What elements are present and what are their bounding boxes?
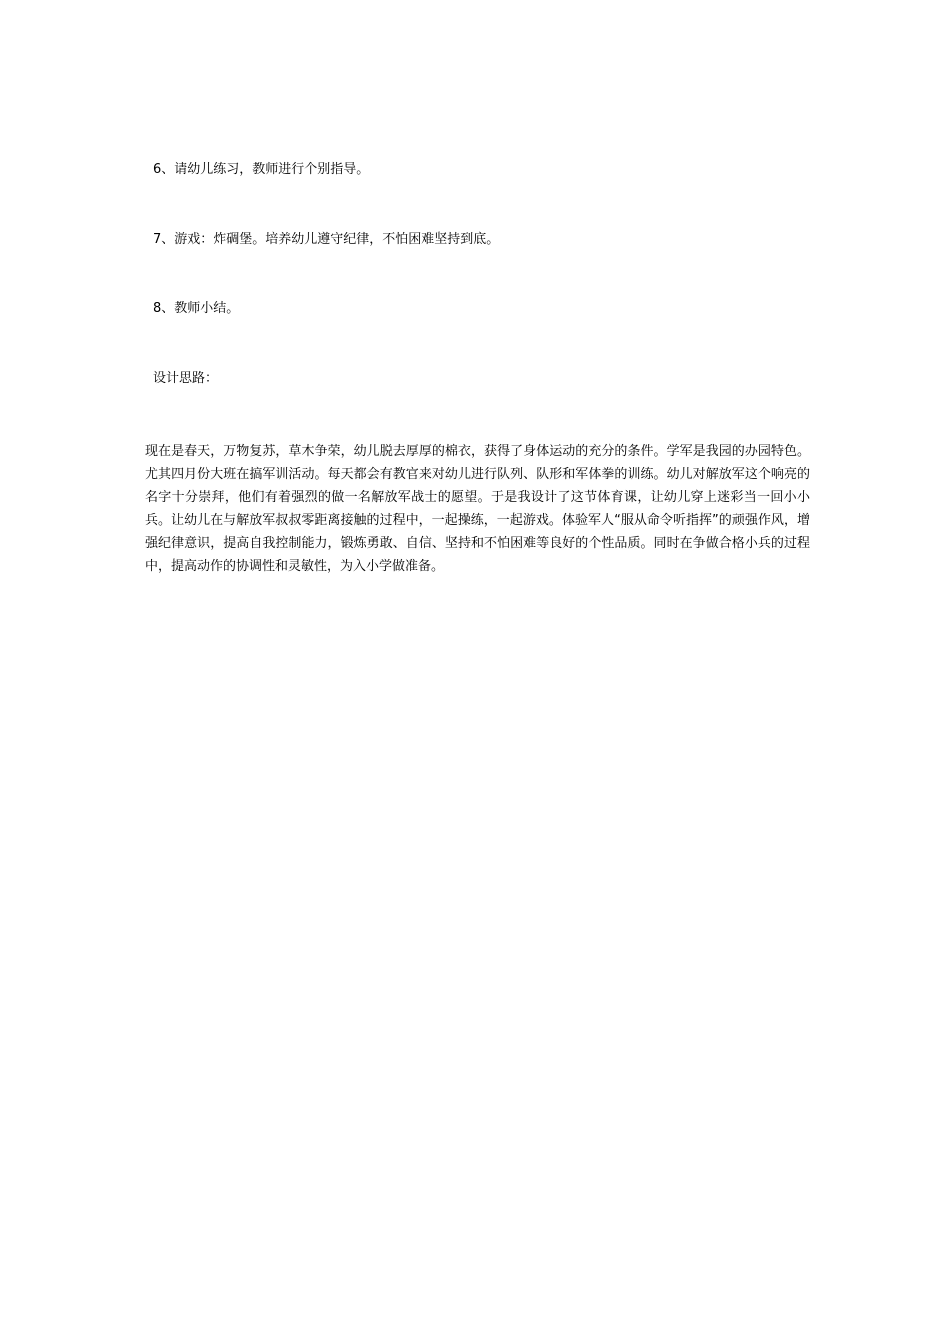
step-text: 、教师小结。 (161, 301, 240, 316)
step-text: 、游戏：炸碉堡。培养幼儿遵守纪律，不怕困难坚持到底。 (161, 232, 500, 247)
design-paragraph: 现在是春天，万物复苏，草木争荣，幼儿脱去厚厚的棉衣，获得了身体运动的充分的条件。学军是我园的办园特色。尤其四月份大班在搞军训活动。每天都会有教官来对幼儿进行队列、队形和军体拳的训练。幼儿对解放军这个响亮的名字十分崇拜，他们有着强烈的做一名解放军战士的愿望。于是我设计了这节体育课，让幼儿穿上迷彩当一回小小兵。让幼儿在与解放军叔叔零距离接触的过程中，一起操练，一起游戏。体验军人“服从命令听指挥”的顽强作风，增强纪律意识，提高自我控制能力，锻炼勇敢、自信、坚持和不怕困难等良好的个性品质。同时在争做合格小兵的过程中，提高动作的协调性和灵敏性，为入小学做准备。 (145, 444, 810, 574)
step-item (153, 162, 369, 178)
step-number: 7 (153, 232, 162, 247)
step-item (153, 301, 239, 317)
step-number: 8 (153, 301, 162, 316)
step-number: 6 (153, 162, 162, 177)
step-text: 、请幼儿练习，教师进行个别指导。 (161, 162, 370, 177)
design-heading: 设计思路： (153, 371, 219, 386)
step-item (153, 232, 499, 248)
